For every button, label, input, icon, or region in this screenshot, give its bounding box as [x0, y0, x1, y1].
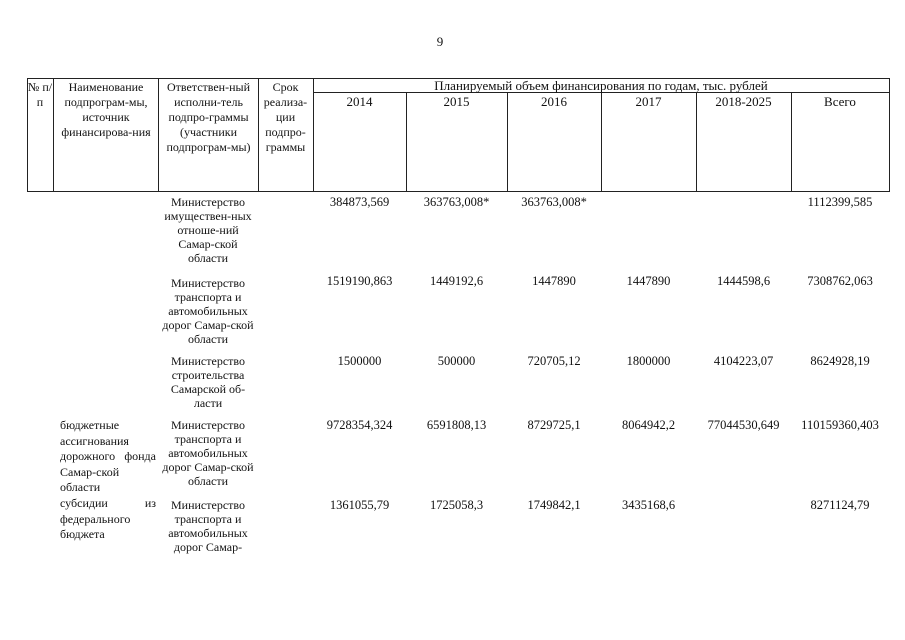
value-cell: 1112399,585 — [807, 195, 873, 209]
value-cell: 6591808,13 — [426, 418, 487, 432]
value-cell: 1500000 — [337, 354, 382, 368]
value-cell: 1519190,863 — [326, 274, 393, 288]
value-cell: 363763,008* — [521, 195, 587, 209]
header-year-2017: 2017 — [635, 94, 662, 109]
header-year-2016: 2016 — [541, 94, 567, 109]
source-cell: бюджетные ассигнования дорожного фонда Самар-ской области — [60, 418, 156, 494]
responsible-cell: Министерство транспорта и автомобильных дорог Самар-ской области — [162, 418, 254, 488]
header-name: Наименование подпрограм-мы, источник финансирова-ния — [61, 80, 151, 139]
header-year-2014: 2014 — [346, 94, 373, 109]
responsible-cell: Министерство транспорта и автомобильных дорог Самар- — [168, 498, 248, 554]
value-cell: 1447890 — [532, 274, 576, 288]
value-cell: 1449192,6 — [429, 274, 484, 288]
value-cell: 363763,008* — [423, 195, 490, 209]
value-cell: 720705,12 — [527, 354, 581, 368]
value-cell: 384873,569 — [329, 195, 390, 209]
value-cell: 1361055,79 — [329, 498, 390, 512]
value-cell: 1444598,6 — [716, 274, 771, 288]
responsible-cell: Министерство транспорта и автомобильных дорог Самар-ской области — [162, 276, 254, 346]
source-cell: субсидии из федерального бюджета — [60, 496, 156, 541]
value-cell: 110159360,403 — [801, 418, 879, 432]
header-total: Всего — [824, 94, 856, 109]
value-cell: 8271124,79 — [810, 498, 870, 512]
value-cell: 9728354,324 — [326, 418, 393, 432]
value-cell: 1749842,1 — [527, 498, 581, 512]
page-number: 9 — [436, 34, 444, 49]
header-year-2018-2025: 2018-2025 — [715, 94, 772, 109]
header-num: № п/п — [27, 80, 53, 109]
header-planned: Планируемый объем финансирования по годам, тыс. рублей — [434, 78, 768, 93]
header-year-2015: 2015 — [443, 94, 470, 109]
value-cell: 4104223,07 — [713, 354, 774, 368]
responsible-cell: Министерство строительства Самарской об-ласти — [170, 354, 246, 410]
value-cell: 77044530,649 — [707, 418, 780, 432]
value-cell: 500000 — [437, 354, 476, 368]
value-cell: 7308762,063 — [807, 274, 873, 288]
responsible-cell: Министерство имуществен-ных отноше-ний Самар-ской области — [164, 195, 252, 265]
value-cell: 1447890 — [626, 274, 671, 288]
value-cell: 8729725,1 — [527, 418, 581, 432]
value-cell: 8624928,19 — [810, 354, 870, 368]
value-cell: 1800000 — [626, 354, 671, 368]
value-cell: 8064942,2 — [621, 418, 676, 432]
header-term: Срок реализа-ции подпро-граммы — [263, 80, 308, 154]
header-responsible: Ответствен-ный исполни-тель подпро-граммы (участники подпрограм-мы) — [166, 80, 251, 154]
value-cell: 3435168,6 — [621, 498, 676, 512]
value-cell: 1725058,3 — [429, 498, 484, 512]
